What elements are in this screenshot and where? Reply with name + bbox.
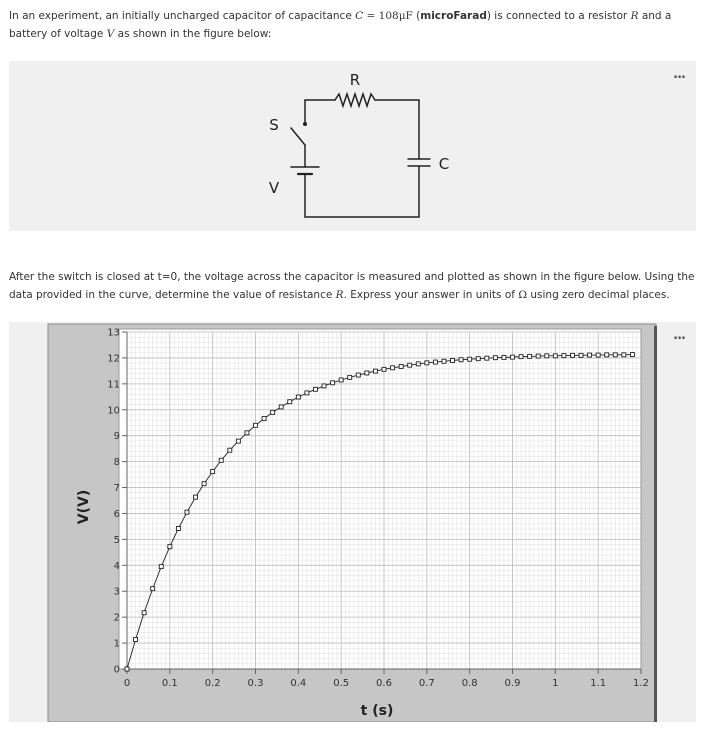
x-tick-label: 0 (123, 678, 131, 689)
data-point (159, 565, 163, 569)
data-point (288, 400, 292, 404)
data-point (622, 353, 626, 357)
label-switch: S (269, 116, 279, 134)
y-tick-label: 0 (113, 664, 120, 676)
data-point (613, 353, 617, 357)
microfarad-label: microFarad (420, 10, 487, 22)
x-tick-label: 1.1 (590, 678, 607, 689)
data-point (605, 353, 609, 357)
data-point (365, 371, 369, 375)
ohm-symbol: Ω (518, 289, 528, 301)
x-axis-title: t (s) (360, 703, 394, 719)
x-tick-label: 0.4 (290, 678, 307, 689)
data-point (433, 360, 437, 364)
intro-text-2: ( (412, 10, 421, 22)
data-point (391, 366, 395, 370)
data-point (570, 353, 574, 357)
data-point (528, 354, 532, 358)
x-tick-label: 0.5 (333, 678, 350, 689)
intro-text-1: In an experiment, an initially uncharged capacitor of capacitance (9, 10, 356, 22)
data-point (125, 667, 129, 671)
data-point (228, 448, 232, 452)
data-point (536, 354, 540, 358)
chart-more-menu-icon[interactable]: ... (673, 328, 685, 343)
data-point (588, 353, 592, 357)
data-point (425, 361, 429, 365)
switch-contact (303, 122, 307, 126)
data-point (185, 510, 189, 514)
y-tick-label: 13 (107, 327, 120, 339)
y-tick-label: 10 (107, 405, 120, 417)
data-point (322, 384, 326, 388)
label-resistor: R (349, 71, 361, 89)
circuit-diagram (251, 61, 461, 231)
data-point (168, 545, 172, 549)
data-point (194, 495, 198, 499)
voltage-symbol: V (106, 28, 115, 40)
y-axis-title: V(V) (76, 489, 92, 525)
data-point (459, 358, 463, 362)
x-tick-label: 0.7 (418, 678, 435, 689)
question-task (9, 268, 695, 304)
data-point (519, 355, 523, 359)
resistance-symbol: R (630, 10, 639, 22)
intro-text-5: as shown in the figure below: (114, 28, 272, 40)
data-point (245, 431, 249, 435)
y-tick-label: 11 (107, 379, 120, 391)
data-point (202, 482, 206, 486)
data-point (493, 356, 497, 360)
circuit-more-menu-icon[interactable]: ... (673, 67, 685, 82)
y-tick-label: 2 (113, 612, 120, 624)
data-point (408, 363, 412, 367)
data-point (511, 355, 515, 359)
task-text-1: After the switch is closed at t=0, the voltage across the capacitor is measured and plotted as shown in the figure below. Using the data provided in the curve, determine the value of resistance (9, 271, 695, 301)
x-tick-label: 0.6 (376, 678, 392, 689)
data-point (313, 387, 317, 391)
data-point (151, 587, 155, 591)
data-point (476, 357, 480, 361)
data-point (296, 395, 300, 399)
task-text-2: . Express your answer in units of (343, 289, 519, 301)
x-tick-label: 1 (552, 678, 559, 689)
data-point (134, 637, 138, 641)
task-text-3: using zero decimal places. (527, 289, 670, 301)
data-point (468, 357, 472, 361)
chart-figure (9, 322, 696, 722)
data-point (416, 362, 420, 366)
data-point (262, 417, 266, 421)
y-tick-label: 9 (113, 431, 120, 443)
capacitance-symbol: C (355, 10, 364, 22)
y-tick-label: 3 (113, 586, 120, 598)
data-point (219, 458, 223, 462)
y-tick-label: 1 (113, 638, 120, 650)
switch-blade (291, 128, 305, 145)
data-point (502, 355, 506, 359)
y-tick-label: 6 (113, 508, 120, 520)
y-tick-label: 12 (107, 353, 120, 365)
chart-outer-shadow (654, 326, 657, 722)
data-point (211, 469, 215, 473)
data-point (553, 354, 557, 358)
data-point (331, 381, 335, 385)
y-tick-label: 7 (113, 483, 120, 495)
data-point (254, 423, 258, 427)
data-point (442, 359, 446, 363)
data-point (271, 410, 275, 414)
label-battery: V (268, 179, 280, 197)
y-tick-label: 4 (113, 560, 120, 572)
x-tick-label: 0.1 (161, 678, 178, 689)
data-point (279, 405, 283, 409)
x-tick-label: 1.2 (633, 678, 649, 689)
x-tick-label: 0.8 (461, 678, 478, 689)
data-point (545, 354, 549, 358)
x-tick-label: 0.3 (247, 678, 264, 689)
y-tick-label: 5 (113, 534, 120, 546)
y-tick-label: 8 (113, 457, 120, 469)
data-point (176, 526, 180, 530)
intro-text-4: and a battery of voltage (9, 10, 672, 40)
data-point (399, 364, 403, 368)
capacitance-value: = 108μF (363, 10, 413, 22)
data-point (373, 369, 377, 373)
question-intro (9, 7, 695, 43)
data-point (485, 356, 489, 360)
x-tick-label: 0.9 (504, 678, 521, 689)
data-point (630, 353, 634, 357)
data-point (562, 354, 566, 358)
data-point (305, 391, 309, 395)
data-point (451, 359, 455, 363)
data-point (236, 439, 240, 443)
data-point (579, 353, 583, 357)
label-capacitor: C (438, 155, 450, 173)
resistor-zigzag (335, 94, 375, 106)
data-point (348, 375, 352, 379)
data-point (356, 373, 360, 377)
intro-text-3: ) is connected to a resistor (486, 10, 631, 22)
data-point (339, 378, 343, 382)
circuit-figure (9, 61, 696, 231)
data-point (382, 367, 386, 371)
voltage-time-chart (9, 322, 696, 722)
data-point (142, 611, 146, 615)
task-resistance-symbol: R (335, 289, 344, 301)
x-tick-label: 0.2 (204, 678, 221, 689)
data-point (596, 353, 600, 357)
